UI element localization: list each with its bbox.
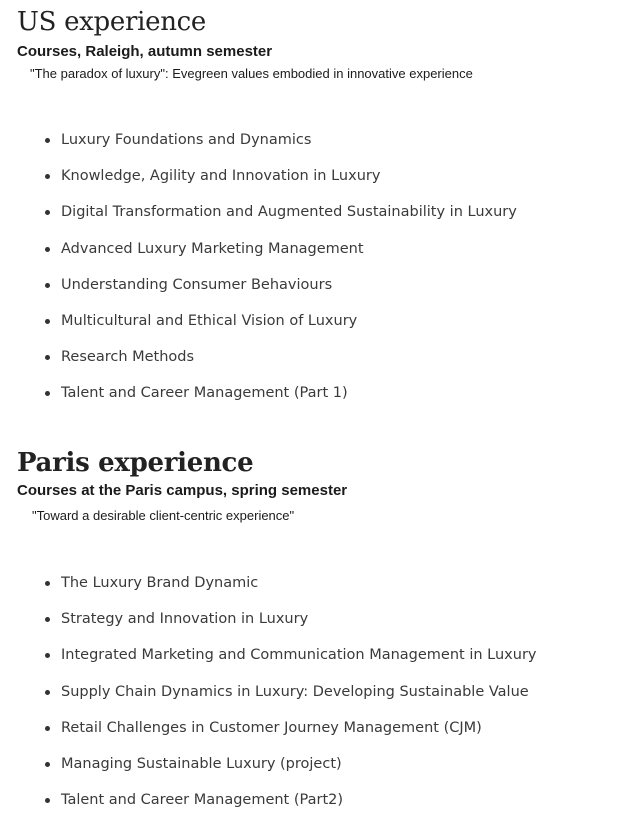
list-item — [45, 345, 615, 381]
bullet-icon — [45, 617, 50, 622]
bullet-icon — [45, 247, 50, 252]
bullet-icon — [45, 798, 50, 803]
list-item — [45, 164, 615, 200]
course-name: Talent and Career Management (Part 1) — [61, 385, 348, 402]
course-name: The Luxury Brand Dynamic — [61, 575, 259, 591]
us-course-list — [45, 128, 615, 418]
bullet-icon — [45, 355, 50, 360]
course-name: Understanding Consumer Behaviours — [61, 276, 333, 293]
course-name: Knowledge, Agility and Innovation in Luxury — [61, 168, 381, 185]
course-name: Talent and Career Management (Part2) — [61, 792, 344, 809]
us-tagline: "The paradox of luxury": Evegreen values embodied in innovative experience — [30, 66, 473, 81]
paris-experience-section — [17, 446, 627, 809]
list-item — [45, 309, 615, 345]
list-item — [45, 716, 615, 752]
course-name: Multicultural and Ethical Vision of Luxury — [61, 312, 358, 329]
list-item — [45, 237, 615, 273]
bullet-icon — [45, 726, 50, 731]
list-item — [45, 680, 615, 716]
list-item — [45, 381, 615, 417]
us-experience-heading: US experience — [17, 7, 206, 37]
paris-tagline: "Toward a desirable client-centric experience" — [32, 508, 295, 523]
list-item — [45, 571, 615, 607]
us-courses-subheading: Courses, Raleigh, autumn semester — [17, 43, 273, 60]
list-item — [45, 607, 615, 643]
list-item — [45, 200, 615, 236]
paris-experience-heading: Paris experience — [17, 448, 254, 478]
list-item — [45, 788, 615, 824]
course-name: Supply Chain Dynamics in Luxury: Developing Sustainable Value — [61, 683, 529, 700]
list-item — [45, 128, 615, 164]
course-name: Luxury Foundations and Dynamics — [61, 132, 312, 148]
bullet-icon — [45, 319, 50, 324]
paris-courses-subheading: Courses at the Paris campus, spring semester — [17, 482, 348, 499]
course-name: Research Methods — [61, 349, 195, 366]
course-name: Strategy and Innovation in Luxury — [61, 611, 309, 628]
course-name: Advanced Luxury Marketing Management — [61, 240, 364, 257]
bullet-icon — [45, 283, 50, 288]
bullet-icon — [45, 762, 50, 767]
paris-course-list — [45, 571, 615, 824]
bullet-icon — [45, 581, 50, 586]
list-item — [45, 752, 615, 788]
course-name: Digital Transformation and Augmented Sustainability in Luxury — [61, 204, 517, 221]
us-experience-section — [17, 5, 627, 402]
bullet-icon — [45, 138, 50, 143]
list-item — [45, 273, 615, 309]
bullet-icon — [45, 210, 50, 215]
course-name: Integrated Marketing and Communication Management in Luxury — [61, 647, 537, 664]
list-item — [45, 643, 615, 679]
course-name: Retail Challenges in Customer Journey Management (CJM) — [61, 719, 482, 736]
bullet-icon — [45, 391, 50, 396]
bullet-icon — [45, 174, 50, 179]
course-name: Managing Sustainable Luxury (project) — [61, 755, 342, 772]
bullet-icon — [45, 653, 50, 658]
bullet-icon — [45, 690, 50, 695]
